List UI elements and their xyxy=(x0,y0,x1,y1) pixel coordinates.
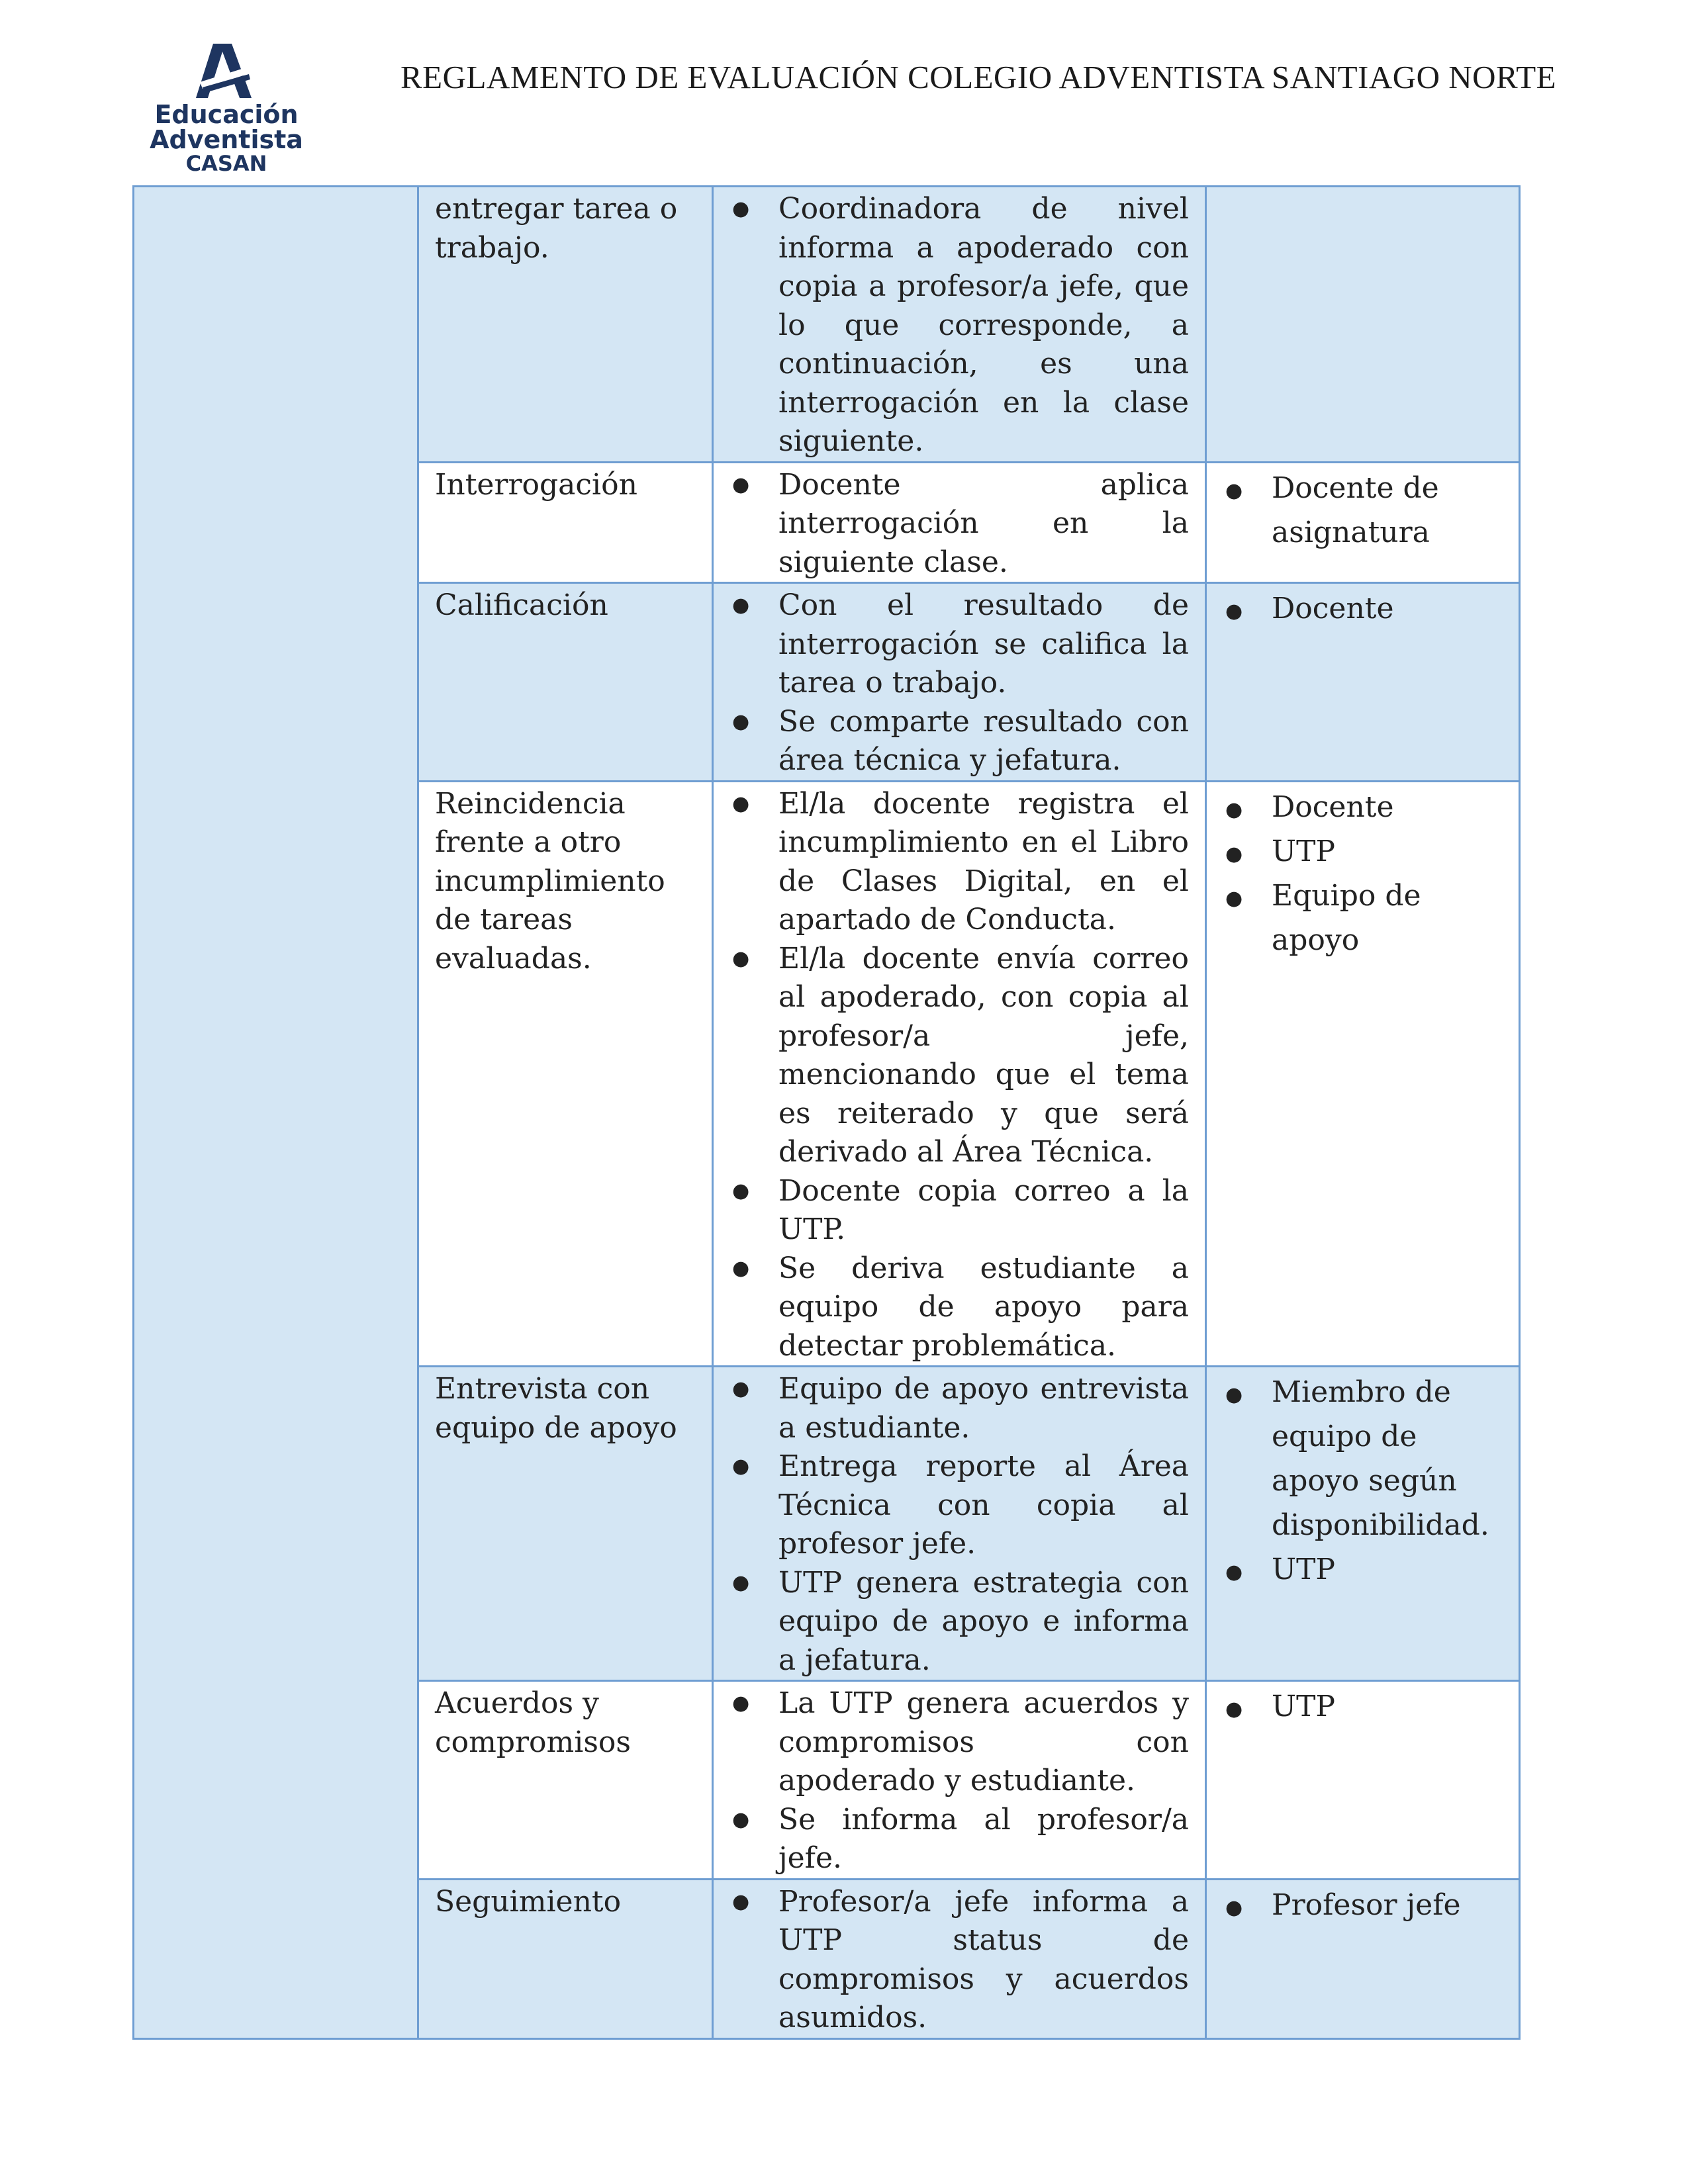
responsible-cell xyxy=(1206,187,1520,463)
responsible-cell xyxy=(1206,583,1520,782)
responsible-cell xyxy=(1206,1367,1520,1681)
responsible-item: ● UTP xyxy=(1223,829,1503,874)
action-item: ● Se deriva estudiante a equipo de apoyo para detectar problemática. xyxy=(729,1250,1189,1366)
responsible-cell xyxy=(1206,462,1520,583)
stage-cell: entregar tarea o trabajo. xyxy=(418,187,713,463)
logo xyxy=(140,41,312,179)
logo-line-3: CASAN xyxy=(185,151,267,176)
responsible-list xyxy=(1223,1370,1503,1592)
stage-cell: Entrevista con equipo de apoyo xyxy=(418,1367,713,1681)
actions-cell xyxy=(713,462,1206,583)
action-item: ● Docente copia correo a la UTP. xyxy=(729,1172,1189,1250)
actions-cell xyxy=(713,1879,1206,2038)
actions-list xyxy=(729,466,1189,582)
action-item: ● El/la docente registra el incumplimiento en el Libro de Clases Digital, en el apartado de Conducta. xyxy=(729,785,1189,940)
logo-text xyxy=(140,102,312,175)
action-item: ● Se informa al profesor/a jefe. xyxy=(729,1801,1189,1878)
actions-cell xyxy=(713,781,1206,1367)
action-item: ● Entrega reporte al Área Técnica con copia al profesor jefe. xyxy=(729,1447,1189,1564)
action-item: ● Equipo de apoyo entrevista a estudiante. xyxy=(729,1370,1189,1447)
responsible-list xyxy=(1223,1684,1503,1729)
document-title: REGLAMENTO DE EVALUACIÓN COLEGIO ADVENTISTA SANTIAGO NORTE xyxy=(400,59,1557,95)
actions-cell xyxy=(713,583,1206,782)
responsible-cell xyxy=(1206,781,1520,1367)
actions-cell xyxy=(713,1367,1206,1681)
stage-cell: Reincidencia frente a otro incumplimiento de tareas evaluadas. xyxy=(418,781,713,1367)
action-item: ● Coordinadora de nivel informa a apoderado con copia a profesor/a jefe, que lo que corresponde, a continuación, es una interrogación en la clase siguiente. xyxy=(729,190,1189,461)
actions-list xyxy=(729,586,1189,780)
stage-cell: Interrogación xyxy=(418,462,713,583)
actions-cell xyxy=(713,187,1206,463)
actions-cell xyxy=(713,1681,1206,1880)
action-item: ● La UTP genera acuerdos y compromisos con apoderado y estudiante. xyxy=(729,1684,1189,1801)
responsible-item: ● Docente de asignatura xyxy=(1223,466,1503,555)
action-item: ● Con el resultado de interrogación se califica la tarea o trabajo. xyxy=(729,586,1189,703)
actions-list xyxy=(729,190,1189,461)
action-item: ● Docente aplica interrogación en la siguiente clase. xyxy=(729,466,1189,582)
logo-line-2: Adventista xyxy=(150,125,303,154)
responsible-item: ● Docente xyxy=(1223,785,1503,829)
responsible-cell xyxy=(1206,1879,1520,2038)
responsible-item: ● Equipo de apoyo xyxy=(1223,874,1503,962)
actions-list xyxy=(729,1370,1189,1680)
responsible-item: ● Profesor jefe xyxy=(1223,1883,1503,1927)
responsible-item: ● Miembro de equipo de apoyo según disponibilidad. xyxy=(1223,1370,1503,1547)
stage-cell: Seguimiento xyxy=(418,1879,713,2038)
action-item: ● UTP genera estrategia con equipo de apoyo e informa a jefatura. xyxy=(729,1564,1189,1680)
action-item: ● Profesor/a jefe informa a UTP status de compromisos y acuerdos asumidos. xyxy=(729,1883,1189,2038)
logo-line-1: Educación xyxy=(154,100,299,129)
actions-list xyxy=(729,1883,1189,2038)
responsible-item: ● Docente xyxy=(1223,586,1503,631)
responsible-cell xyxy=(1206,1681,1520,1880)
actions-list xyxy=(729,785,1189,1366)
actions-list xyxy=(729,1684,1189,1878)
stage-cell: Calificación xyxy=(418,583,713,782)
stylized-a-icon xyxy=(193,41,254,101)
table-row xyxy=(134,187,1520,463)
responsible-list xyxy=(1223,466,1503,555)
action-item: ● Se comparte resultado con área técnica y jefatura. xyxy=(729,703,1189,780)
responsible-list xyxy=(1223,785,1503,962)
responsible-item: ● UTP xyxy=(1223,1547,1503,1592)
responsible-item: ● UTP xyxy=(1223,1684,1503,1729)
stage-cell: Acuerdos y compromisos xyxy=(418,1681,713,1880)
evaluation-procedure-table xyxy=(132,185,1521,2040)
responsible-list xyxy=(1223,586,1503,631)
responsible-list xyxy=(1223,1883,1503,1927)
action-item: ● El/la docente envía correo al apoderado, con copia al profesor/a jefe, mencionando que el tema es reiterado y que será derivado al Área Técnica. xyxy=(729,940,1189,1172)
empty-merged-cell xyxy=(134,187,418,2039)
